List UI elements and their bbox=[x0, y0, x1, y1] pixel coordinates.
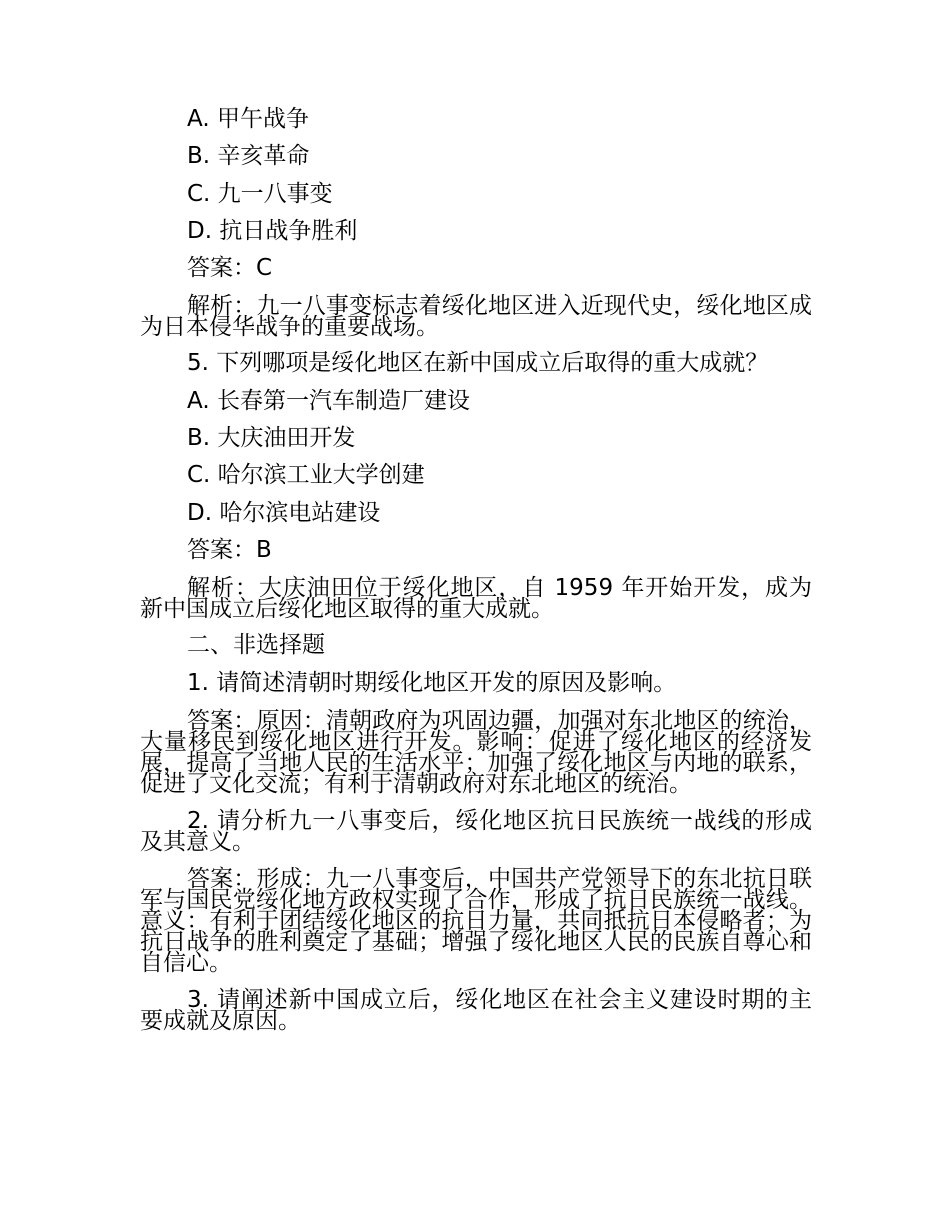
option-c-text: C. 九一八事变 bbox=[187, 180, 333, 207]
explanation-paragraph: 解析：九一八事变标志着绥化地区进入近现代史，绥化地区成为日本侵华战争的重要战场。 bbox=[140, 293, 812, 341]
question-text: 5. 下列哪项是绥化地区在新中国成立后取得的重大成就？ bbox=[187, 350, 769, 377]
answer-paragraph: 答案：形成：九一八事变后，中国共产党领导下的东北抗日联军与国民党绥化地方政权实现了合作，形成了抗日民族统一战线。意义：有利于团结绥化地区的抗日力量，共同抵抗日本侵略者；为抗日战争的胜利奠定了基础；增强了绥化地区人民的民族自尊心和自信心。 bbox=[140, 865, 812, 976]
question-paragraph: 2. 请分析九一八事变后，绥化地区抗日民族统一战线的形成及其意义。 bbox=[140, 807, 812, 855]
option-b-text: B. 辛亥革命 bbox=[187, 143, 310, 170]
section-heading: 二、非选择题 bbox=[187, 632, 325, 659]
document-body bbox=[140, 101, 812, 1039]
option-c-text: C. 哈尔滨工业大学创建 bbox=[187, 462, 425, 489]
question-text: 1. 请简述清朝时期绥化地区开发的原因及影响。 bbox=[187, 669, 677, 696]
option-b-text: B. 大庆油田开发 bbox=[187, 425, 356, 452]
option-d-text: D. 抗日战争胜利 bbox=[187, 217, 358, 244]
option-a-text: A. 甲午战争 bbox=[187, 106, 309, 132]
option-d-text: D. 哈尔滨电站建设 bbox=[187, 499, 381, 526]
answer-text: 答案：C bbox=[187, 255, 273, 282]
question-paragraph: 3. 请阐述新中国成立后，绥化地区在社会主义建设时期的主要成就及原因。 bbox=[140, 986, 812, 1034]
answer-paragraph: 答案：原因：清朝政府为巩固边疆，加强对东北地区的统治，大量移民到绥化地区进行开发。影响：促进了绥化地区的经济发展，提高了当地人民的生活水平；加强了绥化地区与内地的联系，促进了文化交流；有利于清朝政府对东北地区的统治。 bbox=[140, 707, 812, 797]
explanation-paragraph: 解析：大庆油田位于绥化地区，自 1959 年开始开发，成为新中国成立后绥化地区取得的重大成就。 bbox=[140, 575, 812, 623]
answer-text: 答案：B bbox=[187, 536, 272, 563]
option-a-text: A. 长春第一汽车制造厂建设 bbox=[187, 387, 470, 414]
